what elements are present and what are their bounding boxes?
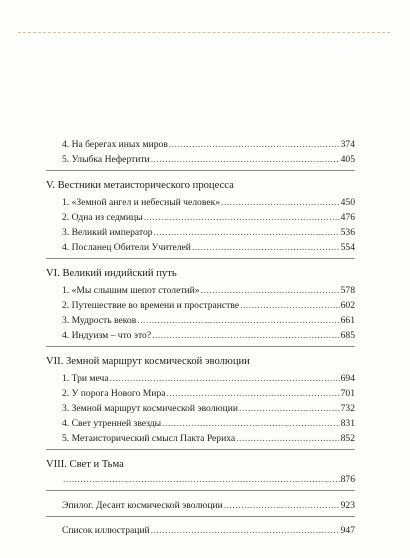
toc-entry-page: 701 bbox=[340, 388, 355, 399]
part-heading[interactable]: V. Вестники метаисторического процесса bbox=[46, 180, 234, 191]
toc-entry-page: 554 bbox=[340, 242, 355, 253]
toc-entry-page: 852 bbox=[340, 433, 355, 444]
toc-entry-page: 923 bbox=[340, 500, 355, 511]
toc-entry-page: 661 bbox=[340, 315, 355, 326]
section-divider bbox=[46, 490, 355, 491]
toc-entry-title: 2. Путешествие во времени и пространстве bbox=[62, 300, 240, 311]
toc-entry[interactable] bbox=[62, 315, 355, 327]
toc-entry-title: 4. Свет утренней звезды bbox=[62, 418, 162, 429]
toc-entry-title: 4. Индуизм – что это? bbox=[62, 330, 152, 341]
dot-leader bbox=[167, 388, 340, 400]
toc-entry-title: 4. На берегах иных миров bbox=[62, 139, 168, 150]
toc-entry-page: 450 bbox=[340, 197, 355, 208]
section-divider bbox=[46, 258, 355, 259]
toc-entry[interactable] bbox=[62, 474, 355, 486]
dot-leader bbox=[137, 315, 339, 327]
toc-entry[interactable] bbox=[62, 139, 355, 151]
toc-entry[interactable] bbox=[62, 373, 355, 385]
toc-entry-epilogue[interactable] bbox=[62, 500, 355, 512]
dot-leader bbox=[169, 139, 340, 151]
toc-entry-page: 685 bbox=[340, 330, 355, 341]
section-divider bbox=[46, 449, 355, 450]
dot-leader bbox=[154, 227, 340, 239]
toc-entry-page: 694 bbox=[340, 373, 355, 384]
dot-leader bbox=[192, 242, 340, 254]
toc-entry[interactable] bbox=[62, 403, 355, 415]
toc-entry[interactable] bbox=[62, 212, 355, 224]
dot-leader bbox=[162, 418, 339, 430]
dot-leader bbox=[152, 330, 339, 342]
section-divider bbox=[46, 346, 355, 347]
toc-entry-title: 3. Великий император bbox=[62, 227, 153, 238]
toc-entry-title: 3. Мудрость веков bbox=[62, 315, 137, 326]
dot-leader bbox=[110, 373, 340, 385]
dot-leader bbox=[240, 300, 340, 312]
toc-entry-page: 876 bbox=[340, 474, 355, 485]
toc-entry-page: 947 bbox=[340, 525, 355, 536]
toc-entry-page: 732 bbox=[340, 403, 355, 414]
toc-entry-title: 1. Три меча bbox=[62, 373, 109, 384]
toc-entry[interactable] bbox=[62, 300, 355, 312]
toc-entry-title: Список иллюстраций bbox=[62, 525, 150, 536]
toc-entry-title: 4. Посланец Обители Учителей bbox=[62, 242, 191, 253]
toc-entry[interactable] bbox=[62, 197, 355, 209]
toc-entry-title: 5. Улыбка Нефертити bbox=[62, 154, 150, 165]
dot-leader bbox=[63, 474, 340, 486]
part-heading[interactable]: VIII. Свет и Тьма bbox=[46, 459, 124, 470]
dot-leader bbox=[224, 500, 340, 512]
toc-entry[interactable] bbox=[62, 285, 355, 297]
toc-entry[interactable] bbox=[62, 154, 355, 166]
toc-entry-page: 578 bbox=[340, 285, 355, 296]
toc-entry-title: Эпилог. Десант космической эволюции bbox=[62, 500, 223, 511]
toc-entry[interactable] bbox=[62, 433, 355, 445]
dot-leader bbox=[236, 433, 339, 445]
dot-leader bbox=[201, 285, 340, 297]
toc-entry[interactable] bbox=[62, 418, 355, 430]
dot-leader bbox=[221, 197, 340, 209]
toc-entry-title: 5. Метаисторический смысл Пакта Рериха bbox=[62, 433, 236, 444]
toc-entry-page: 374 bbox=[340, 139, 355, 150]
part-heading[interactable]: VI. Великий индийский путь bbox=[46, 268, 177, 279]
toc-entry-page: 536 bbox=[340, 227, 355, 238]
toc-entry-page: 476 bbox=[340, 212, 355, 223]
toc-entry-title: 2. У порога Нового Мира bbox=[62, 388, 166, 399]
toc-entry-page: 405 bbox=[340, 154, 355, 165]
toc-entry-title: 1. «Земной ангел и небесный человек» bbox=[62, 197, 221, 208]
dot-leader bbox=[144, 212, 340, 224]
dot-leader bbox=[151, 154, 340, 166]
toc-entry[interactable] bbox=[62, 227, 355, 239]
toc-entry-title: 1. «Мы слышим шепот столетий» bbox=[62, 285, 200, 296]
toc-entry-illustrations[interactable] bbox=[62, 525, 355, 537]
toc-entry-title: 2. Одна из седмицы bbox=[62, 212, 143, 223]
section-divider bbox=[46, 516, 355, 517]
toc-entry[interactable] bbox=[62, 388, 355, 400]
section-divider bbox=[46, 170, 355, 171]
toc-entry-page: 602 bbox=[340, 300, 355, 311]
dot-leader bbox=[151, 525, 340, 537]
part-heading[interactable]: VII. Земной маршрут космической эволюции bbox=[46, 356, 250, 367]
dot-leader bbox=[239, 403, 340, 415]
toc-entry-title: 3. Земной маршрут космической эволюции bbox=[62, 403, 239, 414]
toc-entry[interactable] bbox=[62, 330, 355, 342]
toc-entry-page: 831 bbox=[340, 418, 355, 429]
toc-entry[interactable] bbox=[62, 242, 355, 254]
